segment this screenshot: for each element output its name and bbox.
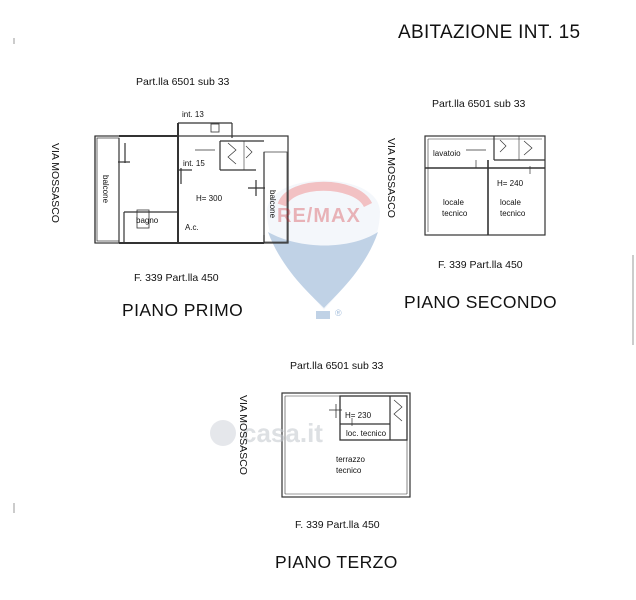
primo-balcone-right: balcone bbox=[268, 190, 277, 219]
primo-top-ref: Part.lla 6501 sub 33 bbox=[136, 76, 230, 88]
secondo-lavatoio: lavatoio bbox=[433, 149, 461, 158]
secondo-heading: PIANO SECONDO bbox=[404, 292, 558, 312]
primo-bottom-ref: F. 339 Part.lla 450 bbox=[134, 272, 219, 284]
primo-ac: A.c. bbox=[185, 223, 199, 232]
secondo-height: H= 240 bbox=[497, 179, 524, 188]
secondo-locale-1: locale bbox=[443, 198, 464, 207]
terzo-heading: PIANO TERZO bbox=[275, 552, 398, 572]
terzo-tecnico: tecnico bbox=[336, 466, 362, 475]
terzo-height: H= 230 bbox=[345, 411, 372, 420]
secondo-top-ref: Part.lla 6501 sub 33 bbox=[432, 98, 526, 110]
remax-logo-text: RE/MAX bbox=[277, 205, 361, 227]
registered-mark-icon: ® bbox=[335, 308, 342, 318]
secondo-street: VIA MOSSASCO bbox=[385, 138, 397, 218]
primo-heading: PIANO PRIMO bbox=[122, 300, 244, 320]
primo-street: VIA MOSSASCO bbox=[49, 143, 61, 223]
terzo-street: VIA MOSSASCO bbox=[237, 395, 249, 475]
primo-height: H= 300 bbox=[196, 194, 223, 203]
secondo-tecnico-2: tecnico bbox=[500, 209, 526, 218]
primo-int13: int. 13 bbox=[182, 110, 204, 119]
primo-bagno: bagno bbox=[136, 216, 159, 225]
remax-balloon-watermark bbox=[267, 181, 380, 320]
secondo-tecnico-1: tecnico bbox=[442, 209, 468, 218]
casa-logo-icon bbox=[210, 420, 236, 446]
primo-balcone-left: balcone bbox=[101, 175, 110, 204]
terzo-terrazzo: terrazzo bbox=[336, 455, 365, 464]
terzo-bottom-ref: F. 339 Part.lla 450 bbox=[295, 519, 380, 531]
secondo-locale-2: locale bbox=[500, 198, 521, 207]
page-title: ABITAZIONE INT. 15 bbox=[398, 22, 581, 43]
terzo-top-ref: Part.lla 6501 sub 33 bbox=[290, 360, 384, 372]
secondo-bottom-ref: F. 339 Part.lla 450 bbox=[438, 259, 523, 271]
primo-int15: int. 15 bbox=[183, 159, 205, 168]
casa-watermark: casa.it bbox=[242, 418, 323, 448]
terzo-loc-tecnico: loc. tecnico bbox=[346, 429, 387, 438]
